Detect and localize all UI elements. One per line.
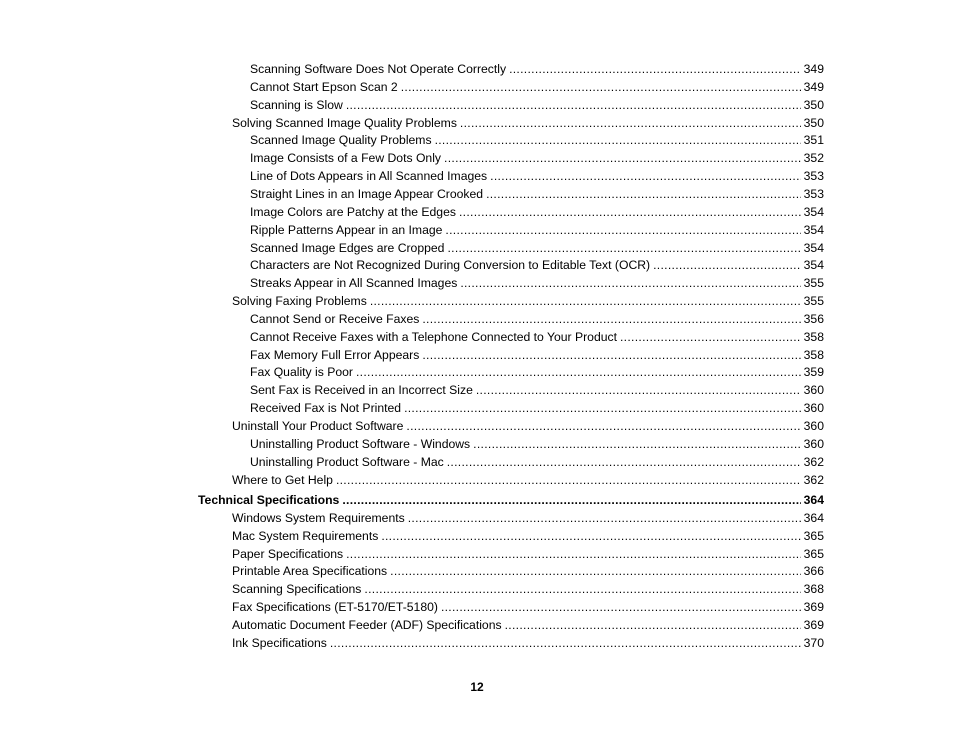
toc-leader-dots [346, 546, 801, 562]
toc-entry-page: 362 [803, 454, 824, 469]
toc-entry[interactable] [250, 132, 824, 148]
toc-entry[interactable] [250, 364, 824, 380]
toc-entry[interactable] [250, 240, 824, 256]
toc-entry-page: 364 [803, 493, 824, 507]
toc-entry[interactable] [232, 581, 824, 597]
toc-leader-dots [381, 528, 800, 544]
toc-entry-title: Uninstalling Product Software - Mac [250, 454, 444, 469]
toc-entry[interactable] [250, 311, 824, 327]
toc-leader-dots [435, 132, 801, 148]
toc-leader-dots [460, 115, 801, 131]
toc-leader-dots [445, 222, 800, 238]
toc-entry[interactable] [250, 168, 824, 184]
toc-leader-dots [336, 472, 801, 488]
toc-entry-page: 360 [803, 401, 824, 416]
toc-entry-title: Scanning Specifications [232, 582, 362, 597]
toc-entry-page: 360 [803, 436, 824, 451]
toc-entry-page: 353 [803, 186, 824, 201]
toc-entry[interactable] [250, 275, 824, 291]
toc-leader-dots [509, 61, 801, 77]
toc-entry[interactable] [250, 204, 824, 220]
toc-leader-dots [404, 400, 801, 416]
page-number: 12 [470, 680, 484, 694]
toc-entry-title: Mac System Requirements [232, 528, 379, 543]
toc-entry[interactable] [232, 563, 824, 579]
toc-leader-dots [490, 168, 801, 184]
toc-entry-title: Cannot Start Epson Scan 2 [250, 79, 398, 94]
toc-entry-title: Ripple Patterns Appear in an Image [250, 222, 443, 237]
toc-entry-page: 366 [803, 564, 824, 579]
toc-leader-dots [505, 617, 801, 633]
toc-leader-dots [408, 510, 801, 526]
toc-leader-dots [441, 599, 801, 615]
toc-entry-title: Windows System Requirements [232, 510, 405, 525]
toc-entry[interactable] [232, 293, 824, 309]
toc-entry[interactable] [250, 150, 824, 166]
toc-entry-page: 349 [803, 62, 824, 76]
toc-leader-dots [447, 454, 801, 470]
toc-entry-page: 349 [803, 79, 824, 94]
toc-leader-dots [401, 79, 801, 95]
toc-entry-title: Fax Specifications (ET-5170/ET-5180) [232, 600, 438, 615]
toc-entry-title: Ink Specifications [232, 635, 327, 650]
toc-entry-page: 360 [803, 383, 824, 398]
toc-entry[interactable] [232, 418, 824, 434]
toc-leader-dots [422, 311, 800, 327]
toc-entry-title: Technical Specifications [198, 493, 340, 507]
toc-leader-dots [460, 275, 800, 291]
toc-entry-page: 370 [803, 635, 824, 650]
toc-entry[interactable] [250, 436, 824, 452]
toc-leader-dots [653, 257, 801, 273]
toc-entry-page: 350 [803, 97, 824, 112]
toc-entry-title: Uninstalling Product Software - Windows [250, 436, 471, 451]
toc-entry-page: 369 [803, 600, 824, 615]
toc-entry[interactable] [232, 528, 824, 544]
toc-entry-title: Where to Get Help [232, 472, 333, 487]
toc-entry[interactable] [250, 382, 824, 398]
toc-entry-page: 354 [803, 204, 824, 219]
toc-entry-page: 354 [803, 240, 824, 255]
toc-entry-page: 352 [803, 151, 824, 166]
toc-entry[interactable] [250, 347, 824, 363]
toc-entry-title: Paper Specifications [232, 546, 344, 561]
toc-entry[interactable] [250, 79, 824, 95]
toc-entry-title: Image Colors are Patchy at the Edges [250, 204, 456, 219]
toc-entry-page: 350 [803, 115, 824, 130]
toc-entry-title: Characters are Not Recognized During Conversion to Editable Text (OCR) [250, 258, 651, 273]
toc-entry-title: Printable Area Specifications [232, 564, 388, 579]
toc-leader-dots [447, 240, 800, 256]
toc-leader-dots [330, 635, 801, 651]
toc-entry-page: 351 [803, 133, 824, 148]
toc-entry-page: 368 [803, 582, 824, 597]
toc-entry[interactable] [250, 454, 824, 470]
toc-entry-title: Scanning Software Does Not Operate Correctly [250, 62, 507, 76]
toc-entry-title: Image Consists of a Few Dots Only [250, 151, 442, 166]
toc-entry-title: Cannot Receive Faxes with a Telephone Connected to Your Product [250, 329, 617, 344]
toc-entry[interactable] [232, 617, 824, 633]
toc-entry-page: 355 [803, 276, 824, 291]
toc-entry-title: Straight Lines in an Image Appear Crooked [250, 186, 484, 201]
toc-entry[interactable] [250, 61, 824, 77]
toc-entry-title: Automatic Document Feeder (ADF) Specifications [232, 617, 502, 632]
toc-leader-dots [444, 150, 801, 166]
toc-entry-title: Solving Scanned Image Quality Problems [232, 115, 457, 130]
toc-leader-dots [473, 436, 801, 452]
toc-entry-page: 369 [803, 617, 824, 632]
toc-entry-title: Fax Memory Full Error Appears [250, 347, 420, 362]
toc-leader-dots [459, 204, 801, 220]
toc-entry[interactable] [232, 510, 824, 526]
toc-leader-dots [422, 347, 800, 363]
toc-entry-title: Fax Quality is Poor [250, 365, 353, 380]
toc-entry-page: 359 [803, 365, 824, 380]
toc-entry[interactable] [232, 635, 824, 651]
toc-entry-page: 360 [803, 419, 824, 433]
toc-entry[interactable] [250, 186, 824, 202]
toc-leader-dots [406, 418, 800, 434]
toc-entry-page: 358 [803, 347, 824, 362]
toc-entry-title: Uninstall Your Product Software [232, 419, 404, 433]
toc-entry-title: Scanned Image Edges are Cropped [250, 240, 445, 255]
toc-entry-title: Scanned Image Quality Problems [250, 133, 432, 148]
toc-entry-page: 353 [803, 169, 824, 184]
toc-leader-dots [356, 364, 801, 380]
toc-entry[interactable] [232, 115, 824, 131]
toc-entry-title: Cannot Send or Receive Faxes [250, 311, 420, 326]
toc-entry-page: 365 [803, 546, 824, 561]
toc-entry[interactable] [250, 257, 824, 273]
toc-entry-title: Solving Faxing Problems [232, 294, 367, 309]
toc-entry-page: 356 [803, 311, 824, 326]
toc-entry-title: Streaks Appear in All Scanned Images [250, 276, 458, 291]
toc-entry-page: 355 [803, 294, 824, 309]
toc-entry[interactable] [250, 222, 824, 238]
toc-leader-dots [476, 382, 801, 398]
toc-entry-title: Received Fax is Not Printed [250, 401, 402, 416]
toc-leader-dots [486, 186, 801, 202]
toc-leader-dots [620, 329, 801, 345]
toc-entry[interactable] [232, 472, 824, 488]
toc-entry-page: 364 [803, 510, 824, 525]
toc-entry[interactable] [250, 329, 824, 345]
toc-leader-dots [390, 563, 801, 579]
toc-entry-title: Line of Dots Appears in All Scanned Images [250, 169, 488, 184]
toc-entry-page: 365 [803, 528, 824, 543]
toc-entry-title: Sent Fax is Received in an Incorrect Size [250, 383, 473, 398]
toc-leader-dots [346, 97, 801, 113]
toc-entry-page: 354 [803, 222, 824, 237]
toc-entry[interactable] [232, 599, 824, 615]
toc-entry-page: 358 [803, 329, 824, 344]
toc-entry[interactable] [250, 400, 824, 416]
toc-entry-page: 362 [803, 472, 824, 487]
toc-chapter-entry[interactable] [198, 492, 824, 508]
toc-entry[interactable] [232, 546, 824, 562]
toc-leader-dots [364, 581, 800, 597]
toc-leader-dots [370, 293, 801, 309]
toc-entry-title: Scanning is Slow [250, 97, 343, 112]
toc-entry[interactable] [250, 97, 824, 113]
toc-leader-dots [342, 492, 800, 508]
toc-entry-page: 354 [803, 258, 824, 273]
